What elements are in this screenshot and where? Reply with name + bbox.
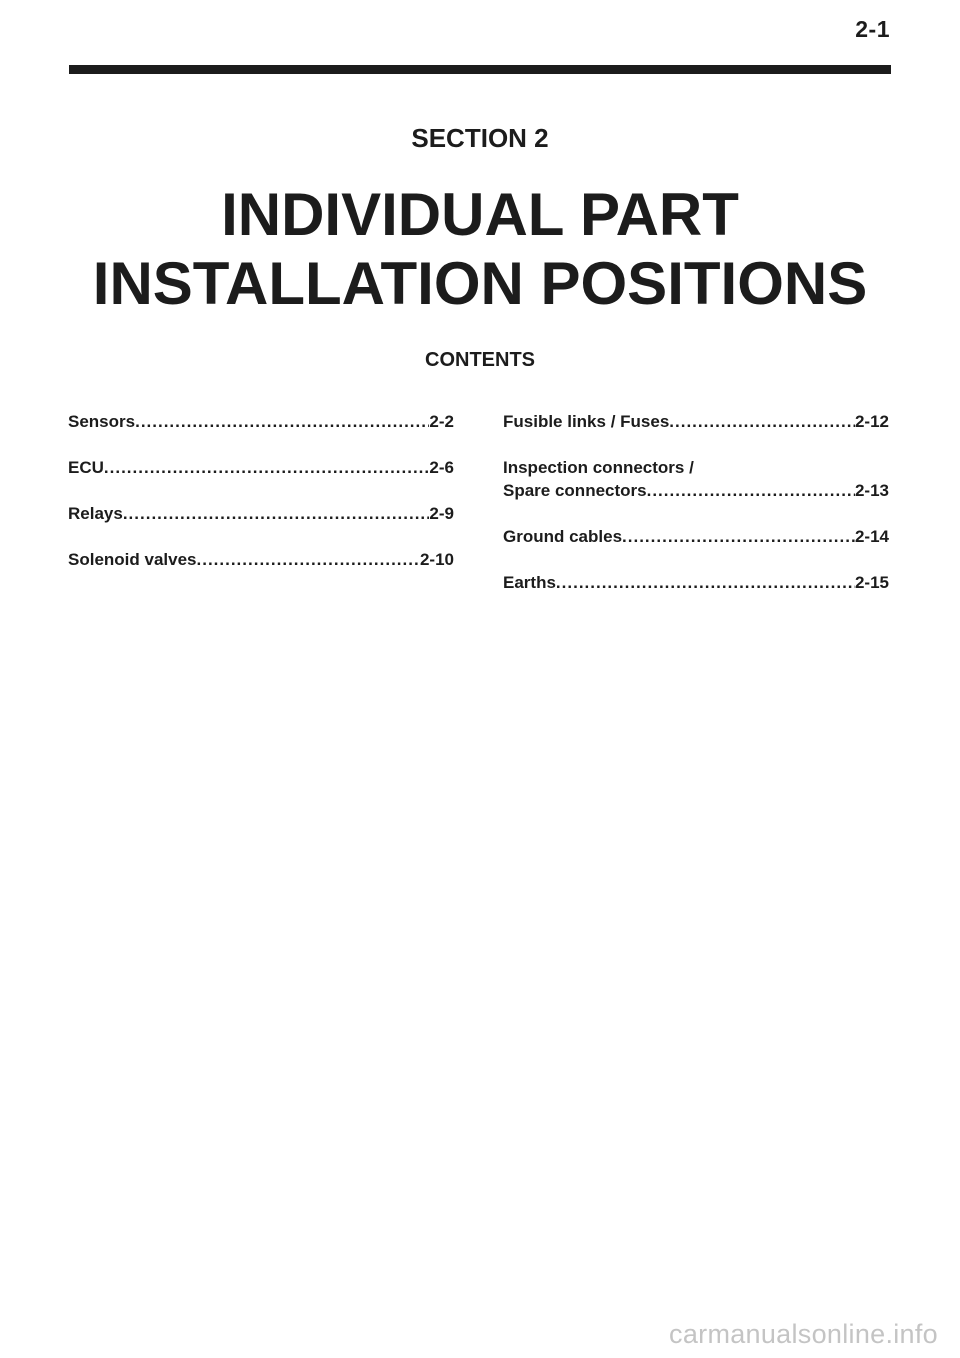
toc-entry-inspection-connectors[interactable] xyxy=(503,456,889,502)
header-rule xyxy=(69,65,891,74)
toc-leader-dots xyxy=(123,502,430,525)
toc-leader-dots xyxy=(556,571,855,594)
toc-entry-solenoid-valves[interactable] xyxy=(68,548,454,571)
toc-entry-label: ECU xyxy=(68,458,104,477)
toc-leader-dots xyxy=(647,479,855,502)
toc-entry-page: 2-10 xyxy=(419,550,454,569)
toc-leader-dots xyxy=(104,456,430,479)
toc-entry-page: 2-14 xyxy=(854,527,889,546)
toc-entry-page: 2-9 xyxy=(429,504,454,523)
page-number: 2-1 xyxy=(855,16,890,42)
toc-entry-page: 2-12 xyxy=(854,412,889,431)
toc-entry-relays[interactable] xyxy=(68,502,454,525)
toc-leader-dots xyxy=(622,525,855,548)
toc-entry-page: 2-2 xyxy=(429,412,454,431)
toc-entry-ground-cables[interactable] xyxy=(503,525,889,548)
toc-left-column xyxy=(68,410,454,594)
toc-leader-dots xyxy=(135,410,429,433)
page-title-line-2: INSTALLATION POSITIONS xyxy=(92,250,868,317)
toc-entry-page: 2-15 xyxy=(854,573,889,592)
toc-entry-label: Spare connectors xyxy=(503,481,647,500)
section-label: SECTION 2 xyxy=(411,123,549,153)
toc-entry-label: Solenoid valves xyxy=(68,550,197,569)
toc-entry-fusible-links-fuses[interactable] xyxy=(503,410,889,433)
toc-entry-label: Ground cables xyxy=(503,527,623,546)
toc-entry-label: Sensors xyxy=(68,412,136,431)
toc-entry-page: 2-13 xyxy=(854,481,889,500)
toc-entry-label: Earths xyxy=(503,573,556,592)
toc-entry-label-line-1: Inspection connectors / xyxy=(503,458,694,477)
toc-leader-dots xyxy=(197,548,420,571)
toc-entry-ecu[interactable] xyxy=(68,456,454,479)
page-title-line-1: INDIVIDUAL PART xyxy=(221,181,739,248)
toc-entry-page: 2-6 xyxy=(429,458,454,477)
toc-entry-earths[interactable] xyxy=(503,571,889,594)
toc-right-column xyxy=(503,410,889,617)
toc-entry-label: Fusible links / Fuses xyxy=(503,412,670,431)
toc-entry-label: Relays xyxy=(68,504,123,523)
contents-heading: CONTENTS xyxy=(425,349,535,371)
toc-leader-dots xyxy=(669,410,855,433)
toc-entry-sensors[interactable] xyxy=(68,410,454,433)
watermark: carmanualsonline.info xyxy=(669,1319,938,1349)
